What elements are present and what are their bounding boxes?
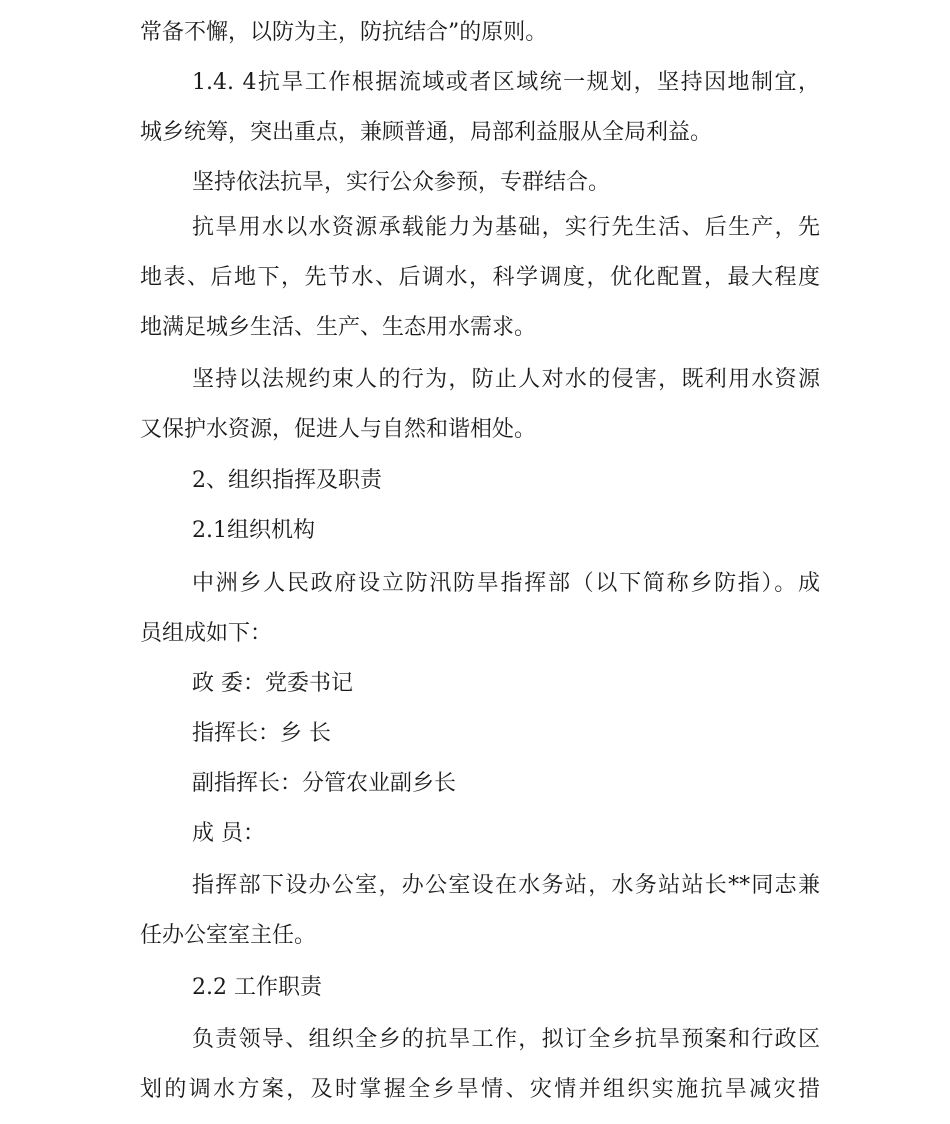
member-line: 副指挥长：分管农业副乡长 — [192, 771, 457, 796]
text-line: 员组成如下： — [140, 621, 273, 646]
text-line: 又保护水资源，促进人与自然和谐相处。 — [140, 417, 537, 442]
text-line: 地表、后地下，先节水、后调水，科学调度，优化配置，最大程度 — [140, 265, 820, 290]
text-line: 抗旱用水以水资源承载能力为基础，实行先生活、后生产，先 — [192, 215, 820, 240]
text-line: 常备不懈，以防为主，防抗结合”的原则。 — [140, 20, 548, 45]
text-line: 地满足城乡生活、生产、生态用水需求。 — [140, 315, 537, 340]
member-line: 成 员： — [192, 821, 265, 846]
text-line: 划的调水方案，及时掌握全乡旱情、灾情并组织实施抗旱减灾措 — [140, 1077, 820, 1102]
text-line: 指挥部下设办公室，办公室设在水务站，水务站站长**同志兼 — [192, 873, 820, 898]
member-line: 指挥长：乡 长 — [192, 721, 331, 746]
text-line: 坚持依法抗旱，实行公众参预，专群结合。 — [192, 170, 611, 195]
text-line: 任办公室室主任。 — [140, 923, 317, 948]
subsection-heading: 2.1组织机构 — [192, 518, 315, 543]
text-line: 中洲乡人民政府设立防汛防旱指挥部（以下简称乡防指）。成 — [192, 571, 820, 596]
member-line: 政 委：党委书记 — [192, 671, 353, 696]
section-heading: 2、组织指挥及职责 — [192, 468, 382, 493]
text-line: 坚持以法规约束人的行为，防止人对水的侵害，既利用水资源 — [192, 367, 820, 392]
subsection-heading: 2.2 工作职责 — [192, 975, 322, 1000]
text-line: 负责领导、组织全乡的抗旱工作，拟订全乡抗旱预案和行政区 — [192, 1027, 820, 1052]
text-line: 1.4. 4抗旱工作根据流域或者区域统一规划，坚持因地制宜， — [192, 70, 820, 95]
text-line: 城乡统筹，突出重点，兼顾普通，局部利益服从全局利益。 — [140, 120, 713, 145]
